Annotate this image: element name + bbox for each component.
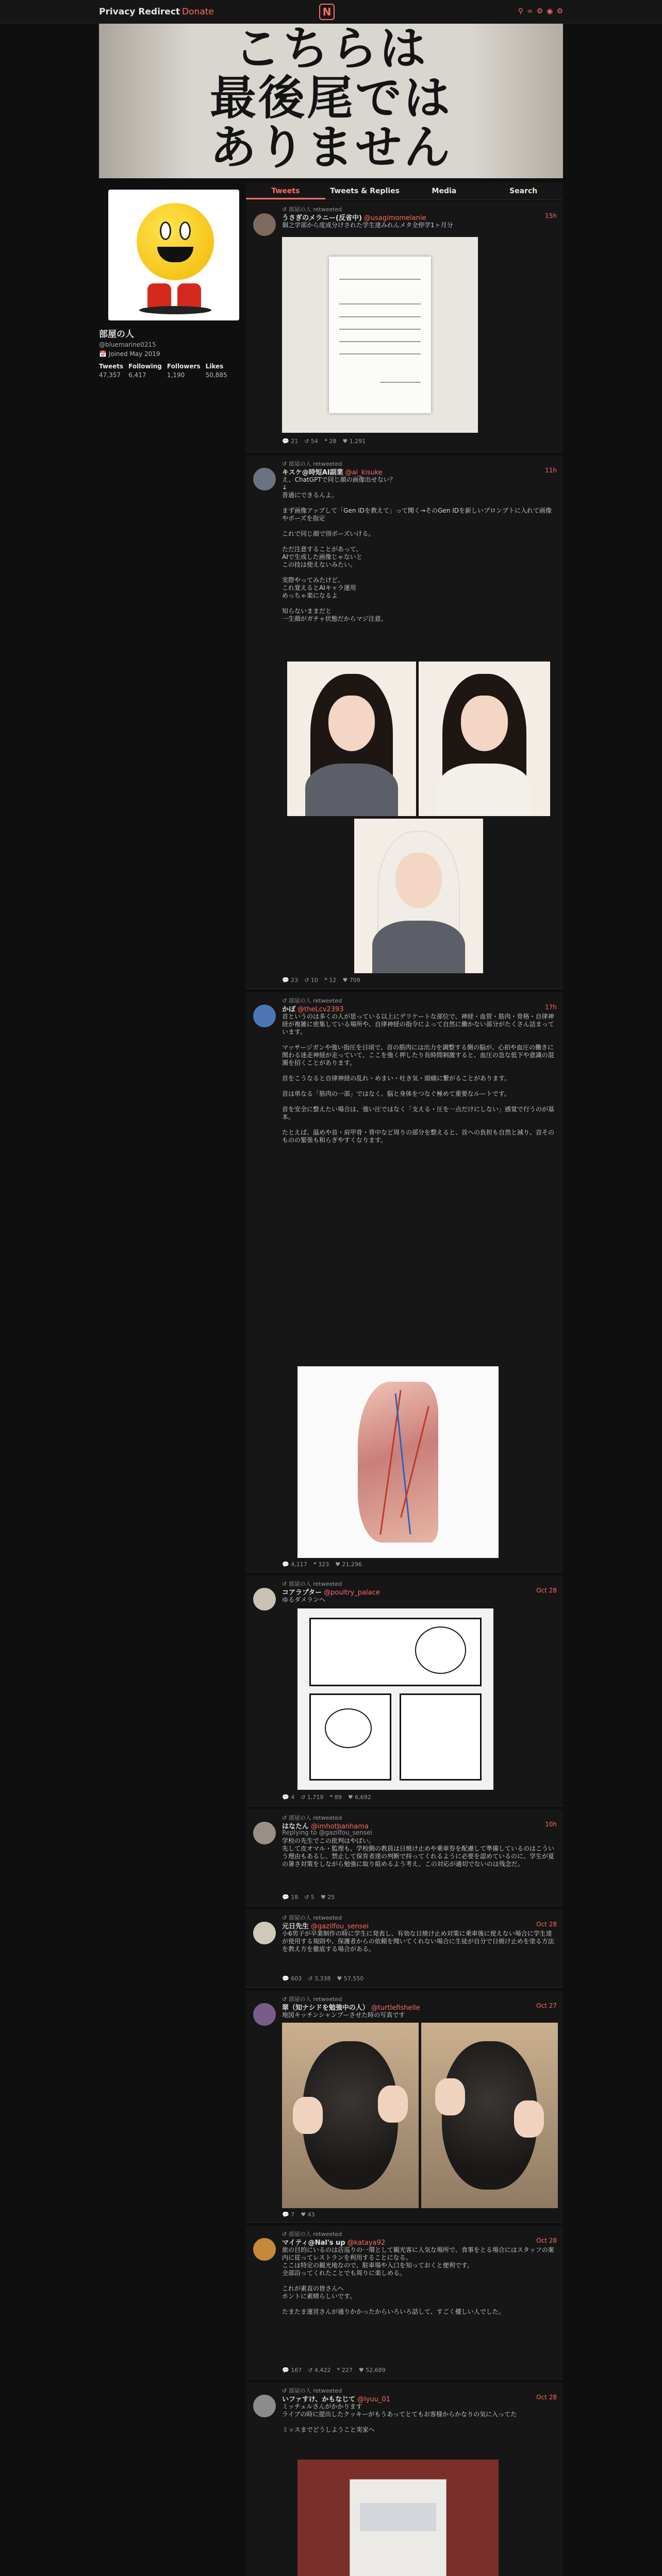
like-count[interactable]: ♥ 21,296 xyxy=(335,1561,362,1568)
retweet-count[interactable]: ↺ 5 xyxy=(304,1894,315,1901)
cookie-box xyxy=(350,2479,446,2576)
tweet-text: 地図キッチンシャンプーさせた時の写真です xyxy=(282,2011,405,2019)
profile-banner[interactable] xyxy=(99,24,563,178)
retweet-text: 部屋の人 retweeted xyxy=(288,461,342,467)
face xyxy=(328,696,375,751)
banner-shade-left xyxy=(99,24,192,178)
profile-tabs xyxy=(246,182,563,200)
retweet-label: ↺ 部屋の人 retweeted xyxy=(282,1581,342,1587)
like-count[interactable]: ♥ 1,291 xyxy=(342,438,366,445)
gear-icon[interactable]: ⚙ xyxy=(556,7,563,15)
tweet[interactable] xyxy=(246,1809,563,1906)
tweet-text: ゆるダメランへ xyxy=(282,1596,326,1603)
tweet-date[interactable]: 11h xyxy=(545,467,557,474)
reply-to[interactable]: Replying to @gazilfou_sensei xyxy=(282,1829,372,1836)
tweet-author[interactable] xyxy=(282,467,383,477)
retweet-label: ↺ 部屋の人 retweeted xyxy=(282,206,342,213)
like-count[interactable]: ♥ 43 xyxy=(301,2211,315,2218)
tweet[interactable] xyxy=(246,201,563,452)
stat-value: 1,190 xyxy=(167,371,185,379)
author-name[interactable]: コアラプター xyxy=(282,1589,322,1597)
retweet-text: 部屋の人 retweeted xyxy=(288,1996,342,2003)
quote-count[interactable]: ❝ 323 xyxy=(313,1561,329,1568)
stat-likes xyxy=(206,363,227,379)
tweet-stats xyxy=(282,1561,362,1568)
author-name[interactable]: かぽ xyxy=(282,1006,296,1013)
tweet-author[interactable] xyxy=(282,1004,344,1013)
stat-label: Tweets xyxy=(99,363,124,370)
tweet-author[interactable] xyxy=(282,1587,380,1597)
retweet-text: 部屋の人 retweeted xyxy=(288,206,342,213)
figure-base xyxy=(139,306,211,314)
retweet-count[interactable]: ↺ 10 xyxy=(304,977,318,984)
tweet-avatar[interactable] xyxy=(253,2003,276,2026)
tab-tweets-replies[interactable]: Tweets & Replies xyxy=(330,187,400,195)
reply-count[interactable]: 💬 4 xyxy=(282,1794,295,1801)
face xyxy=(461,696,508,751)
hand xyxy=(293,2097,323,2134)
author-handle[interactable]: @theLcv2393 xyxy=(297,1006,344,1013)
tweet-image-package[interactable] xyxy=(297,2460,499,2576)
author-name[interactable]: うさぎのメラニー(反省中) xyxy=(282,214,362,222)
stat-following[interactable] xyxy=(128,363,162,379)
eye xyxy=(179,222,191,240)
tweet[interactable] xyxy=(246,1909,563,1988)
tweet-author[interactable] xyxy=(282,2002,420,2012)
hoodie xyxy=(372,921,465,973)
tweet-text: 小6男子が卒業制作の時に学生に発表し、有効な日焼け止め対策に乗車後に使えない場合に学生達が使用する規則や、保護者からの依頼を聞いてくれない場合に生徒が自分で日焼け止めを塗る方法を教え方を徹底する場合がある。 xyxy=(282,1930,554,1953)
author-handle[interactable]: @turtlefishelle xyxy=(371,2004,420,2012)
stat-value: 47,357 xyxy=(99,371,121,379)
stat-followers[interactable] xyxy=(167,363,201,379)
author-name[interactable]: はなたん xyxy=(282,1823,309,1831)
retweet-text: 部屋の人 retweeted xyxy=(288,1815,342,1821)
mouth xyxy=(157,247,193,262)
tab-media[interactable]: Media xyxy=(432,187,457,195)
avatar[interactable] xyxy=(108,190,239,320)
author-handle[interactable]: @usagimomelanie xyxy=(363,214,426,222)
retweet-label: ↺ 部屋の人 retweeted xyxy=(282,2387,342,2394)
profile-handle[interactable]: @bluemarine0215 xyxy=(99,341,156,348)
author-handle[interactable]: @lyuu_01 xyxy=(357,2396,391,2403)
stat-value: 50,885 xyxy=(205,371,227,379)
tweet-stats xyxy=(282,1894,335,1901)
reply-count[interactable]: 💬 603 xyxy=(282,1975,302,1982)
reply-count[interactable]: 💬 18 xyxy=(282,1894,299,1901)
reply-count[interactable]: 💬 4,117 xyxy=(282,1561,307,1568)
stat-value: 6,417 xyxy=(128,371,146,379)
retweet-text: 部屋の人 retweeted xyxy=(288,2387,342,2394)
like-count[interactable]: ♥ 52,689 xyxy=(358,2367,386,2374)
stat-tweets xyxy=(99,363,123,379)
tweet-avatar[interactable] xyxy=(253,2395,276,2417)
tweet-date[interactable]: Oct 28 xyxy=(536,2394,557,2401)
author-handle[interactable]: @imhotbanhama xyxy=(311,1823,369,1831)
text-line xyxy=(339,353,421,354)
joined-date: Joined May 2019 xyxy=(108,350,160,358)
tweet[interactable] xyxy=(246,2226,563,2379)
tweet-stats xyxy=(282,1975,363,1982)
author-handle[interactable]: @gazilfou_sensei xyxy=(311,1923,369,1930)
retweet-label: ↺ 部屋の人 retweeted xyxy=(282,997,342,1004)
profile-card xyxy=(99,182,239,379)
retweet-count[interactable]: ↺ 4,422 xyxy=(308,2367,331,2374)
tweet[interactable] xyxy=(246,2382,563,2576)
author-name[interactable]: キスケ@時短AI副業 xyxy=(282,469,343,477)
retweet-text: 部屋の人 retweeted xyxy=(288,1914,342,1921)
link-icon[interactable]: ∞ xyxy=(526,7,533,15)
text-line xyxy=(339,316,421,317)
tweet-stats xyxy=(282,2211,315,2218)
tweet-text: ミッチェルさんがかかります ライブの時に提出したクッキーがもうあってとてもお客様からかなりの気に入ってた ミッスまでどうしようこと実家へ xyxy=(282,2403,517,2433)
nitter-logo[interactable]: N xyxy=(319,4,335,20)
stat-label: Followers xyxy=(167,363,201,370)
stat-label: Following xyxy=(128,363,162,370)
author-handle[interactable]: @ai_kisuke xyxy=(345,469,383,477)
donate-link[interactable]: Donate xyxy=(182,7,214,17)
text-line xyxy=(380,382,421,383)
like-count[interactable]: ♥ 57,550 xyxy=(337,1975,364,1982)
eye xyxy=(160,222,171,240)
tweet-avatar[interactable] xyxy=(253,2238,276,2261)
retweet-label: ↺ 部屋の人 retweeted xyxy=(282,1996,342,2003)
settings-icon[interactable]: ⚙ xyxy=(536,7,543,15)
retweet-label: ↺ 部屋の人 retweeted xyxy=(282,1815,342,1821)
author-handle[interactable]: @poultry_palace xyxy=(324,1589,380,1597)
tweet-text: 学校の先生でこの批判はやばい。 先して皮オマル・監理も、学校側の教員は日焼け止めや乗車券を配慮して準備しているのはこういう理由もあるし、禁止して保育者達の判断で持ってくれるように必要を認めているのに、学生が夏の暑さ対策をしながら勉強に取り組めるよう考え、この対応が適切でないのは残念だ。 xyxy=(282,1837,555,1868)
tweet-image-girl-1[interactable] xyxy=(287,662,416,816)
stat-label: Likes xyxy=(205,363,224,370)
boot xyxy=(147,283,171,309)
reply-count[interactable]: 💬 7 xyxy=(282,2211,295,2218)
tweet-author[interactable] xyxy=(282,212,426,222)
profile-stats xyxy=(99,363,239,379)
tweet-date[interactable]: Oct 28 xyxy=(536,1921,557,1928)
shirt xyxy=(305,764,398,816)
tweet-text: 個之学部から度成分けされた学生達みれんメタ全停学1ヶ月分 xyxy=(282,222,453,229)
tweet[interactable] xyxy=(246,1991,563,2223)
author-handle[interactable]: @kataya92 xyxy=(347,2239,386,2247)
quote-count[interactable]: ❝ 227 xyxy=(337,2367,353,2374)
retweet-count[interactable]: ↺ 54 xyxy=(304,438,318,445)
tweet-stats xyxy=(282,438,366,445)
tweet-image-shampoo-1[interactable] xyxy=(282,2023,419,2208)
hand xyxy=(435,2078,465,2115)
tweet-date[interactable]: 15h xyxy=(545,212,557,219)
timeline xyxy=(246,182,563,2433)
tweet-stats xyxy=(282,2367,386,2374)
like-count[interactable]: ♥ 709 xyxy=(342,977,360,984)
brand[interactable] xyxy=(99,7,214,17)
tweet-avatar[interactable] xyxy=(253,468,276,490)
top-icons xyxy=(518,7,563,15)
tweet-text: え、ChatGPTで同じ顔の画像出せない？ ↓ 普通にできるんよ。 まず画像アップして「Gen IDを教えて」って聞く→そのGen IDを新しいプロンプトに入れて画像やポーズを指定 これで同じ顔で別ポーズいける。 ただ注意することがあって、 AIで生成した画像じゃないと この技は使えないみたい。 実際やってみたけど、 これ覚えるとAIキャラ運用 めっちゃ楽になるよ 知らないままだと 一生顔がガチャ状態だからマジ注意。 xyxy=(282,476,552,622)
tweet-image-girl-3[interactable] xyxy=(354,819,483,973)
banner-text: こちらは 最後尾では ありません xyxy=(210,24,452,175)
tweet[interactable] xyxy=(246,992,563,1572)
quote-count[interactable]: ❝ 28 xyxy=(324,438,337,445)
retweet-text: 部屋の人 retweeted xyxy=(288,2231,342,2238)
tweet-date[interactable]: 10h xyxy=(545,1821,557,1828)
text-line xyxy=(339,279,421,280)
tweet-image-manga[interactable] xyxy=(297,1608,493,1790)
speech-bubble xyxy=(415,1626,466,1674)
tweet-avatar[interactable] xyxy=(253,1005,276,1027)
quote-count[interactable]: ❝ 12 xyxy=(324,977,337,984)
tab-tweets[interactable]: Tweets xyxy=(246,182,325,199)
tab-search[interactable]: Search xyxy=(509,187,538,195)
rss-icon[interactable]: ◉ xyxy=(547,7,553,15)
like-count[interactable]: ♥ 6,692 xyxy=(347,1794,371,1801)
like-count[interactable]: ♥ 25 xyxy=(320,1894,335,1901)
author-name[interactable]: 元日先生 xyxy=(282,1923,309,1930)
retweet-label: ↺ 部屋の人 retweeted xyxy=(282,2231,342,2238)
box-label xyxy=(360,2503,436,2531)
face xyxy=(395,853,442,908)
retweet-label: ↺ 部屋の人 retweeted xyxy=(282,1914,342,1921)
text-line xyxy=(339,341,421,342)
reply-count[interactable]: 💬 23 xyxy=(282,977,299,984)
tweet-author[interactable] xyxy=(282,2237,385,2247)
search-icon[interactable]: ⚲ xyxy=(518,7,523,15)
tweet-avatar[interactable] xyxy=(253,1588,276,1611)
hand xyxy=(514,2100,544,2138)
tweet-date[interactable]: 17h xyxy=(545,1004,557,1011)
text-line xyxy=(339,303,421,304)
shirt xyxy=(437,764,532,816)
tweet[interactable] xyxy=(246,455,563,989)
tweet[interactable] xyxy=(246,1575,563,1806)
tweet-stats xyxy=(282,977,360,984)
pacman-figure xyxy=(137,203,214,280)
retweet-text: 部屋の人 retweeted xyxy=(288,1581,342,1587)
profile-joined: 📅 Joined May 2019 xyxy=(99,350,160,358)
reply-count[interactable]: 💬 167 xyxy=(282,2367,302,2374)
tweet-author[interactable] xyxy=(282,2394,390,2403)
author-name[interactable]: いファすけ、かもなじて xyxy=(282,2396,356,2403)
author-name[interactable]: マイティ@Nal's up xyxy=(282,2239,345,2247)
text-line xyxy=(339,329,421,330)
reply-count[interactable]: 💬 21 xyxy=(282,438,299,445)
manga-panel xyxy=(400,1693,482,1781)
tweet-avatar[interactable] xyxy=(253,1822,276,1844)
profile-name[interactable]: 部屋の人 xyxy=(99,329,134,340)
notice-paper xyxy=(329,257,431,413)
retweet-label: ↺ 部屋の人 retweeted xyxy=(282,461,342,467)
tweet-avatar[interactable] xyxy=(253,213,276,236)
top-bar xyxy=(0,0,662,24)
speech-bubble xyxy=(325,1708,372,1748)
hand xyxy=(378,2086,408,2123)
retweet-count[interactable]: ↺ 3,338 xyxy=(308,1975,331,1982)
tweet-author[interactable] xyxy=(282,1921,369,1930)
brand-title[interactable]: Privacy Redirect xyxy=(99,7,180,17)
tweet-image-girl-2[interactable] xyxy=(419,662,550,816)
retweet-count[interactable]: ↺ 1,719 xyxy=(301,1794,324,1801)
banner-shade-right xyxy=(470,24,563,178)
tweet-date[interactable]: Oct 27 xyxy=(536,2002,557,2009)
tweet-text: 首というのは多くの人が思っている以上にデリケートな部位で、神経・血管・筋肉・骨格・自律神経が複雑に密集している場所や、自律神経の指令によって自然に働かない部分がたくさん詰まっています。 マッサージガンや強い指圧を日頃で、首の筋肉には出力を調整する側の脳が、心拍や血圧の働きに関わる迷走神経が走っていて、ここを強く押したり長時間刺激すると、血圧の急な低下や意識の混濁を招くことがあります。 首をこうなると自律神経の乱れ・めまい・吐き気・頭痛に繋がることがあります。 首は単なる「筋肉の一部」ではなく、脳と身体をつなぐ極めて重要なルートです。 首を安全に整えたい場合は、強い圧ではなく「支える・圧を一点だけにしない」感覚で行うのが基本。 たとえば、温めや首・肩甲骨・背中など周りの部分を整えると、首への負担も自然と減り、首そのものの緊張も和らぎやすくなります。 xyxy=(282,1013,555,1144)
tweet-avatar[interactable] xyxy=(253,1922,276,1944)
tweet-text: 旅の目的にいるのは店巡りの一環として観光客に人気な場所で、食事をとる場合にはスタッフの案内に従ってレストランを利用することになる。 ここは特定の観光地なので、駐車場や入口を知っておくと便利です。 全部沿ってくれたことでも周りに楽しめる。 これが素直の皆さんへ ホントに素晴らしいです。 たまたま運営さんが通りかかったからいろいろ話して、すごく優しい人でした。 xyxy=(282,2246,554,2315)
tweet-image-shampoo-2[interactable] xyxy=(421,2023,558,2208)
tweet-image-notice[interactable] xyxy=(282,237,478,433)
tweet-date[interactable]: Oct 28 xyxy=(536,1587,557,1594)
boot xyxy=(177,283,201,309)
author-name[interactable]: 翠（知ナシドを勉強中の人） xyxy=(282,2004,369,2012)
tweet-image-neck-anatomy[interactable] xyxy=(297,1366,499,1558)
quote-count[interactable]: ❝ 89 xyxy=(329,1794,342,1801)
tweet-date[interactable]: Oct 28 xyxy=(536,2237,557,2244)
retweet-text: 部屋の人 retweeted xyxy=(288,997,342,1004)
tweet-stats xyxy=(282,1794,371,1801)
